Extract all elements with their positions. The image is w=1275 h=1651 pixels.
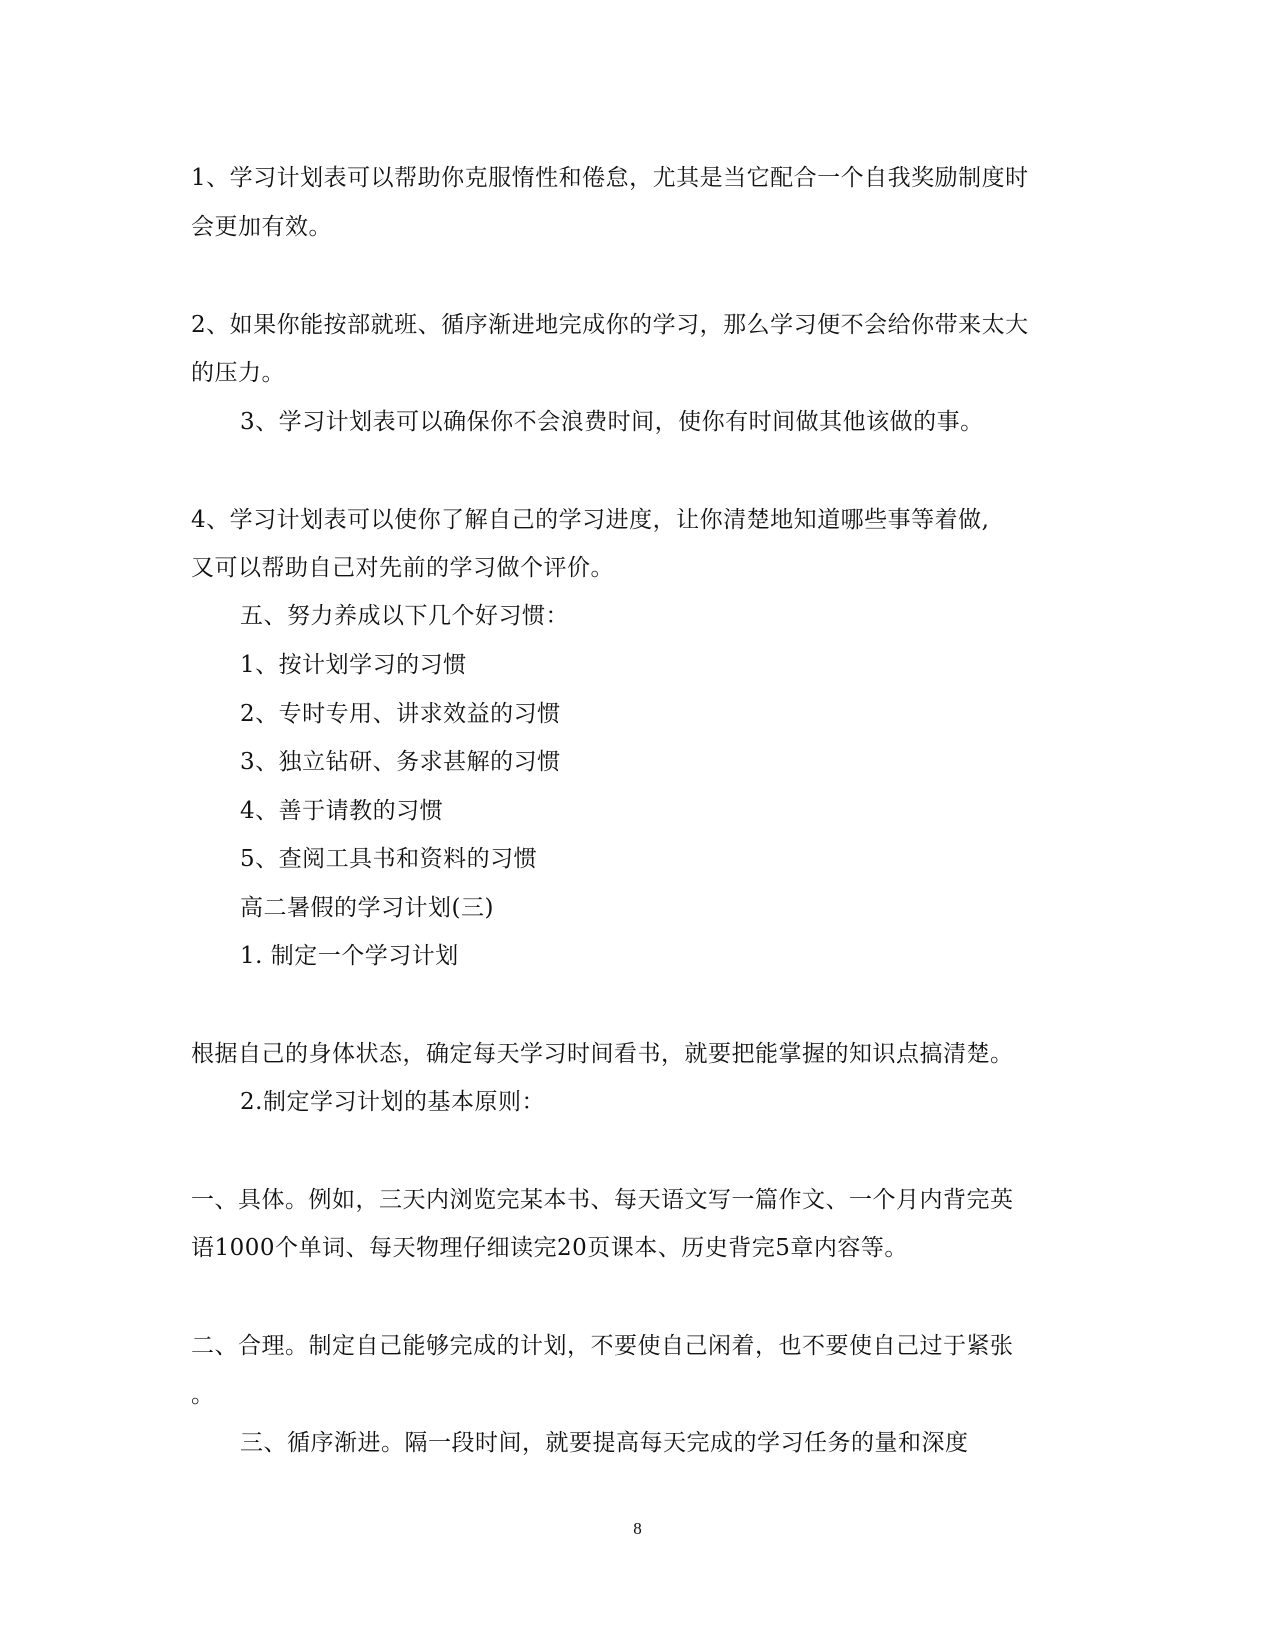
list-item: 1、按计划学习的习惯 (240, 652, 467, 678)
text-line: 会更加有效。 (191, 214, 332, 240)
text-line: 二、合理。制定自己能够完成的计划，不要使自己闲着，也不要使自己过于紧张 (191, 1333, 1014, 1359)
list-item: 2.制定学习计划的基本原则： (240, 1089, 545, 1115)
list-item: 4、善于请教的习惯 (240, 798, 444, 824)
text-line: 4、学习计划表可以使你了解自己的学习进度，让你清楚地知道哪些事等着做, (191, 507, 990, 533)
text-line: 三、循序渐进。隔一段时间，就要提高每天完成的学习任务的量和深度 (240, 1430, 969, 1456)
section-heading: 五、努力养成以下几个好习惯： (240, 603, 569, 629)
page-number: 8 (633, 1519, 642, 1538)
text-line: 。 (191, 1382, 215, 1408)
list-item: 1. 制定一个学习计划 (240, 943, 459, 969)
text-line: 又可以帮助自己对先前的学习做个评价。 (191, 555, 614, 581)
text-line: 的压力。 (191, 360, 285, 386)
text-line: 1、学习计划表可以帮助你克服惰性和倦怠，尤其是当它配合一个自我奖励制度时 (191, 165, 1029, 191)
text-line: 根据自己的身体状态，确定每天学习时间看书，就要把能掌握的知识点搞清楚。 (191, 1041, 1014, 1067)
section-title: 高二暑假的学习计划(三) (240, 895, 494, 921)
text-line: 一、具体。例如，三天内浏览完某本书、每天语文写一篇作文、一个月内背完英 (191, 1187, 1014, 1213)
list-item: 2、专时专用、讲求效益的习惯 (240, 701, 561, 727)
text-line: 语1000个单词、每天物理仔细读完20页课本、历史背完5章内容等。 (191, 1235, 908, 1261)
text-line: 3、学习计划表可以确保你不会浪费时间，使你有时间做其他该做的事。 (240, 409, 984, 435)
list-item: 3、独立钻研、务求甚解的习惯 (240, 749, 561, 775)
text-line: 2、如果你能按部就班、循序渐进地完成你的学习，那么学习便不会给你带来太大 (191, 312, 1029, 338)
list-item: 5、查阅工具书和资料的习惯 (240, 846, 538, 872)
